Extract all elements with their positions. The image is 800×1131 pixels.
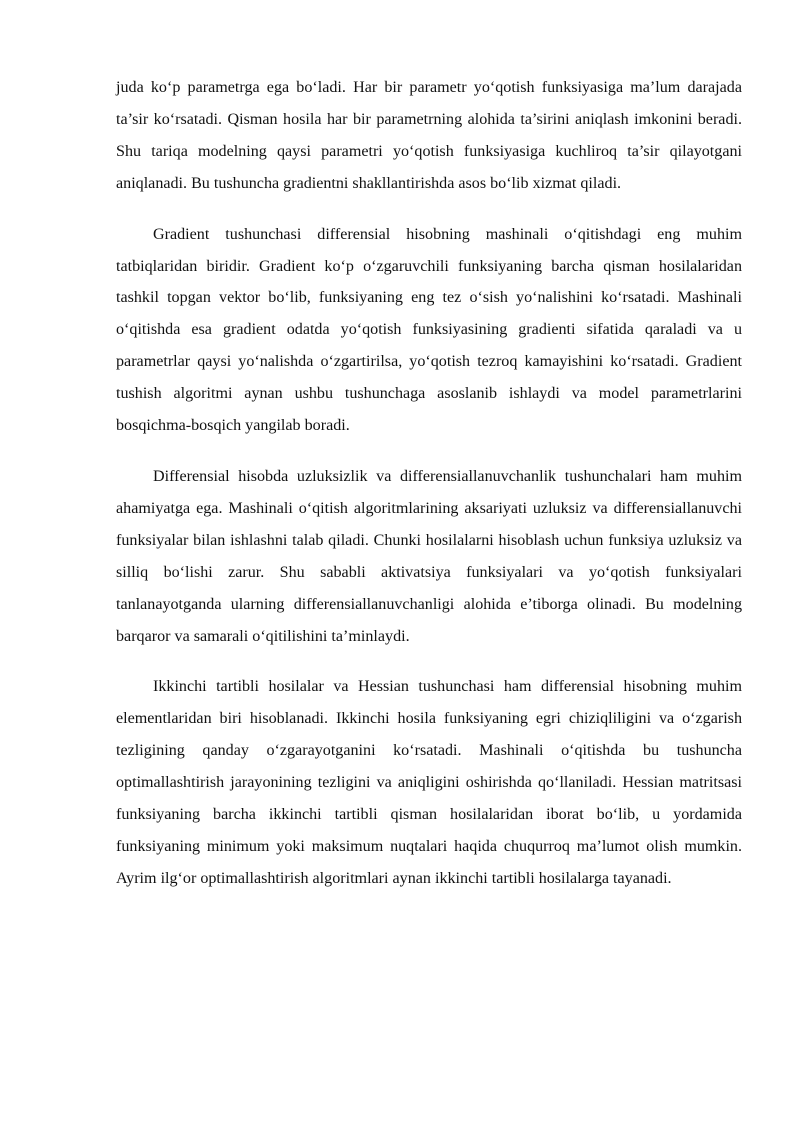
paragraph-continuity: Differensial hisobda uzluksizlik va differensiallanuvchanlik tushunchalari ham muhim ahamiyatga ega. Mashinali o‘qitish algoritmlarining aksariyati uzluksiz va differensiallanuvchi funksiyalar bilan ishlashni talab qiladi. Chunki hosilalarni hisoblash uchun funksiya uzluksiz va silliq bo‘lishi zarur. Shu sababli aktivatsiya funksiyalari va yo‘qotish funksiyalari tanlanayotganda ularning differensiallanuvchanligi alohida e’tiborga olinadi. Bu modelning barqaror va samarali o‘qitilishini ta’minlaydi. <box>116 467 742 645</box>
paragraph-hessian: Ikkinchi tartibli hosilalar va Hessian tushunchasi ham differensial hisobning muhim elementlaridan biri hisoblanadi. Ikkinchi hosila funksiyaning egri chiziqliligini va o‘zgarish tezligining qanday o‘zgarayotganini ko‘rsatadi. Mashinali o‘qitishda bu tushuncha optimallashtirish jarayonining tezligini va aniqligini oshirishda qo‘llaniladi. Hessian matritsasi funksiyaning barcha ikkinchi tartibli qisman hosilalaridan iborat bo‘lib, u yordamida funksiyaning minimum yoki maksimum nuqtalari haqida chuqurroq ma’lumot olish mumkin. Ayrim ilg‘or optimallashtirish algoritmlari aynan ikkinchi tartibli hosilalarga tayanadi. <box>116 678 742 887</box>
paragraph-gradient: Gradient tushunchasi differensial hisobning mashinali o‘qitishdagi eng muhim tatbiqlaridan biridir. Gradient ko‘p o‘zgaruvchili funksiyaning barcha qisman hosilalaridan tashkil topgan vektor bo‘lib, funksiyaning eng tez o‘sish yo‘nalishini ko‘rsatadi. Mashinali o‘qitishda esa gradient odatda yo‘qotish funksiyasining gradienti sifatida qaraladi va u parametrlar qaysi yo‘nalishda o‘zgartirilsa, yo‘qotish tezroq kamayishini ko‘rsatadi. Gradient tushish algoritmi aynan ushbu tushunchaga asoslanib ishlaydi va model parametrlarini bosqichma-bosqich yangilab boradi. <box>116 225 742 435</box>
document-page <box>116 72 742 895</box>
paragraph-continuation: juda ko‘p parametrga ega bo‘ladi. Har bir parametr yo‘qotish funksiyasiga ma’lum darajada ta’sir ko‘rsatadi. Qisman hosila har bir parametrning alohida ta’sirini aniqlash imkonini beradi. Shu tariqa modelning qaysi parametri yo‘qotish funksiyasiga kuchliroq ta’sir qilayotgani aniqlanadi. Bu tushuncha gradientni shakllantirishda asos bo‘lib xizmat qiladi. <box>116 79 742 192</box>
